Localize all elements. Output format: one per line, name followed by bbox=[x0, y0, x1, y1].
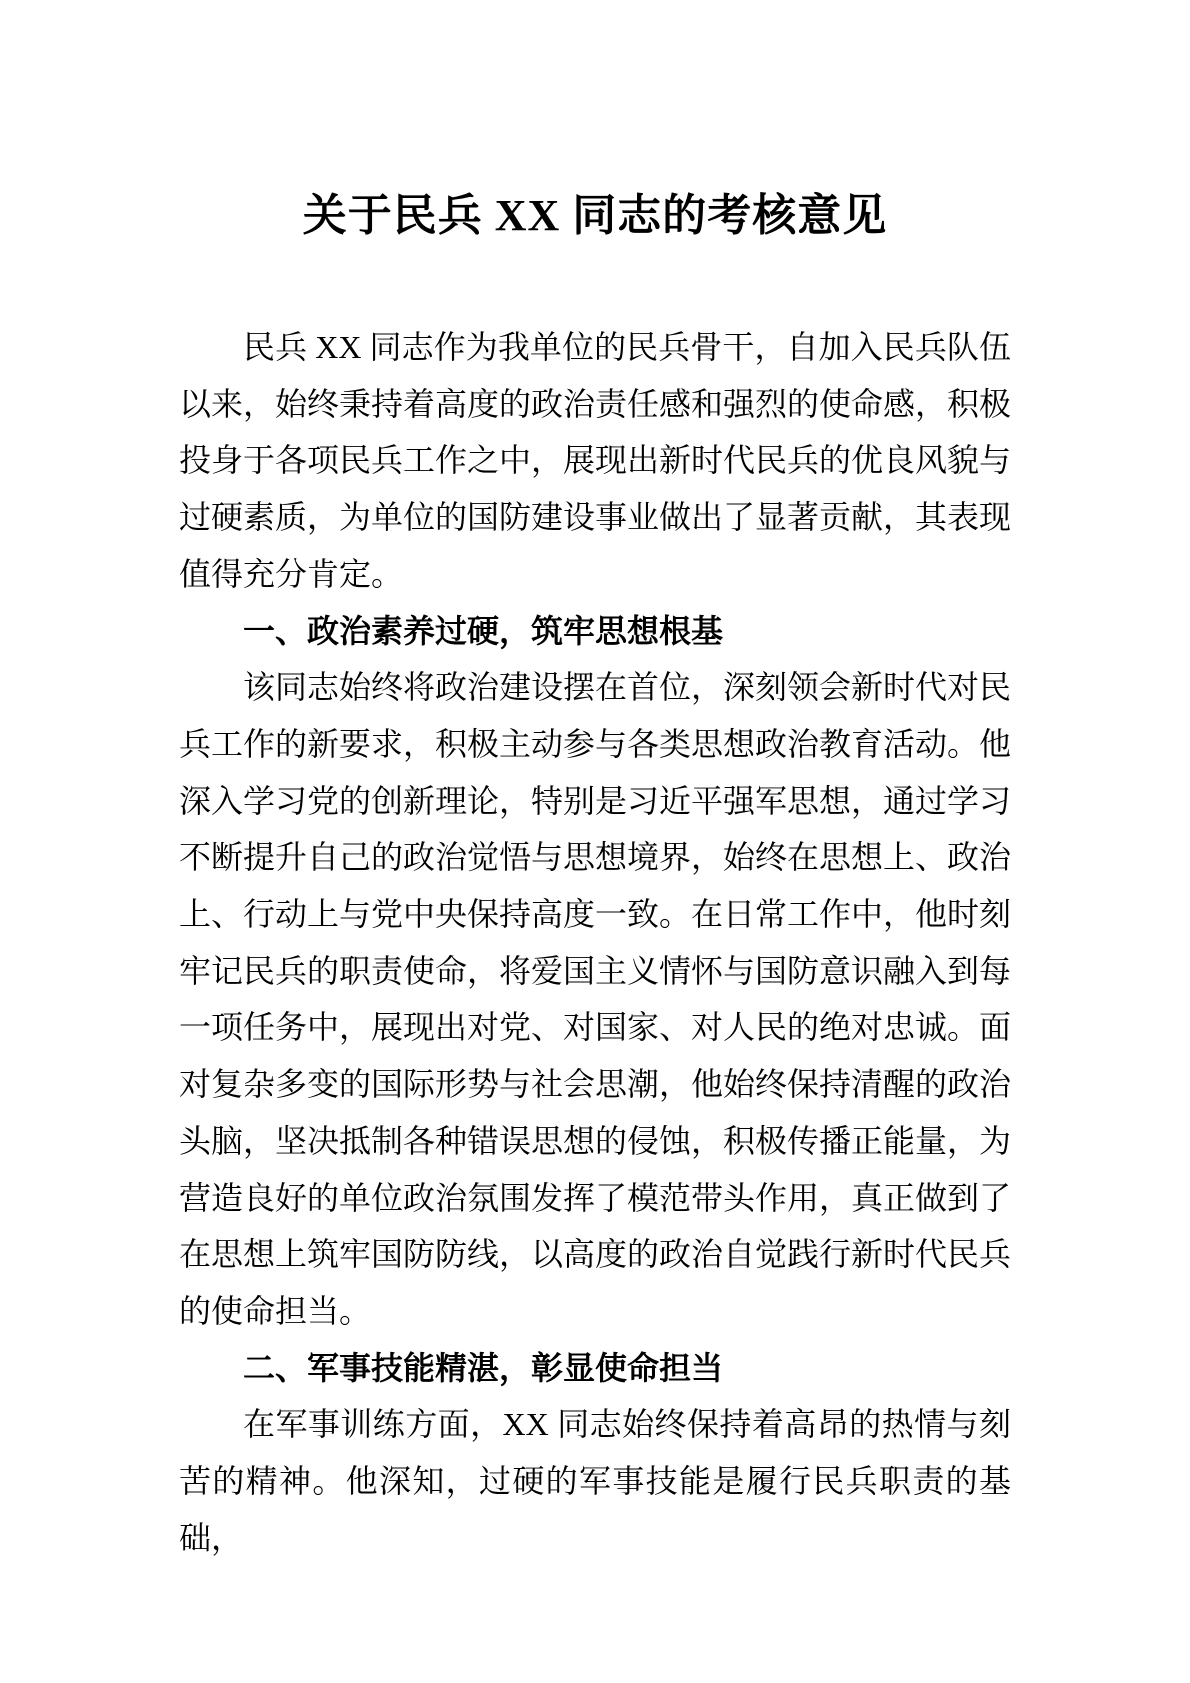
section-heading-1: 一、政治素养过硬，筑牢思想根基 bbox=[243, 612, 724, 649]
document-title: 关于民兵 XX 同志的考核意见 bbox=[302, 191, 888, 240]
paragraph-section-1: 该同志始终将政治建设摆在首位，深刻领会新时代对民兵工作的新要求，积极主动参与各类思想政治教育活动。他深入学习党的创新理论，特别是习近平强军思想，通过学习不断提升自己的政治觉悟与思想境界，始终在思想上、政治上、行动上与党中央保持高度一致。在日常工作中，他时刻牢记民兵的职责使命，将爱国主义情怀与国防意识融入到每一项任务中，展现出对党、对国家、对人民的绝对忠诚。面对复杂多变的国际形势与社会思潮，他始终保持清醒的政治头脑，坚决抵制各种错误思想的侵蚀，积极传播正能量，为营造良好的单位政治氛围发挥了模范带头作用，真正做到了在思想上筑牢国防防线，以高度的政治自觉践行新时代民兵的使命担当。 bbox=[179, 669, 1012, 1329]
document-content bbox=[179, 0, 1011, 1566]
section-heading-2: 二、军事技能精湛，彰显使命担当 bbox=[243, 1349, 724, 1386]
paragraph-intro: 民兵 XX 同志作为我单位的民兵骨干，自加入民兵队伍以来，始终秉持着高度的政治责任感和强烈的使命感，积极投身于各项民兵工作之中，展现出新时代民兵的优良风貌与过硬素质，为单位的国防建设事业做出了显著贡献，其表现值得充分肯定。 bbox=[179, 329, 1012, 592]
paragraph-section-2: 在军事训练方面，XX 同志始终保持着高昂的热情与刻苦的精神。他深知，过硬的军事技能是履行民兵职责的基础， bbox=[179, 1406, 1011, 1556]
